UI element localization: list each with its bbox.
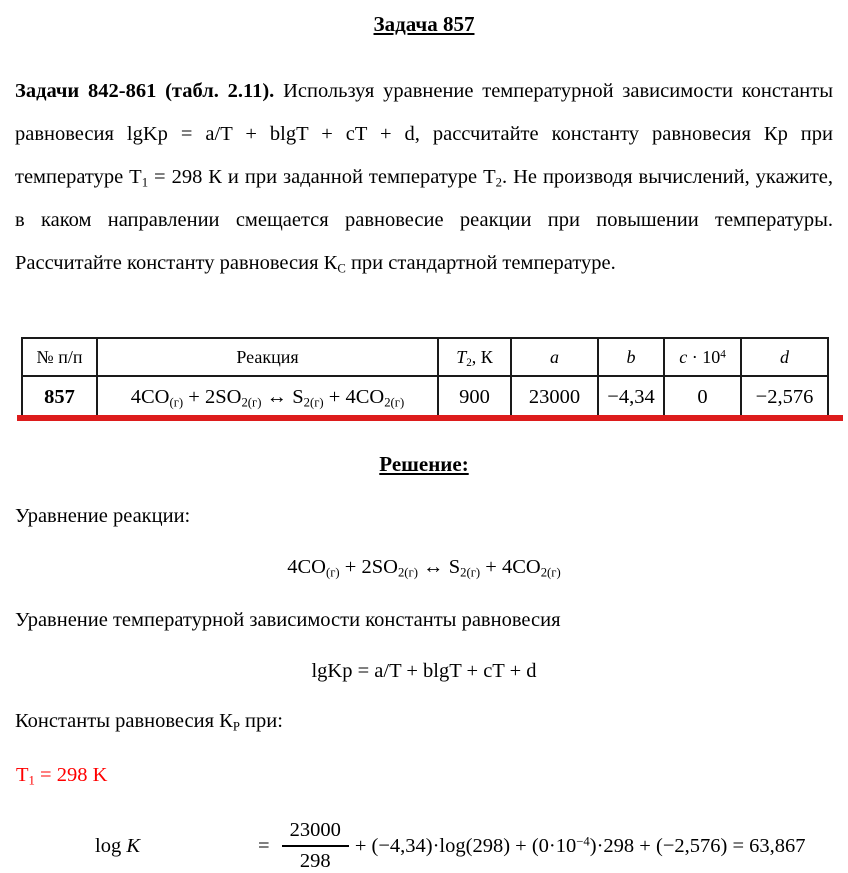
cell-a: 23000 <box>511 376 598 418</box>
reaction-equation-label: Уравнение реакции: <box>15 505 191 527</box>
temp-dependence-equation: lgKp = a/T + blgT + cT + d <box>311 660 537 682</box>
page-title: Задача 857 <box>373 12 475 36</box>
header-num: № п/п <box>22 338 97 376</box>
cell-b: −4,34 <box>598 376 664 418</box>
header-t2: $T_2$, К <box>438 338 511 376</box>
fraction-denominator: 298 <box>299 850 331 872</box>
formula-equals: = <box>258 834 270 857</box>
cell-reaction: $4CO_{(г)} + 2SO_{2(г)}$ ↔ $S_{2(г)} + 4CO_{2(г)}$ <box>97 376 438 418</box>
reaction-equation: $4CO_{(г)} + 2SO_{2(г)}$ ↔ $S_{2(г)} + 4CO_{2(г)}$ <box>287 556 561 580</box>
header-a: a <box>511 338 598 376</box>
kp298-formula <box>95 819 806 873</box>
t1-temperature-value: $Т_1 = 298$ K <box>16 764 108 788</box>
table-header-row <box>22 338 828 376</box>
temp-dependence-label: Уравнение температурной зависимости константы равновесия <box>15 609 561 631</box>
formula-fraction <box>282 819 349 873</box>
header-b: b <box>598 338 664 376</box>
problem-statement: Задачи 842-861 (табл. 2.11). Используя уравнение температурной зависимости константы равновесия lgKp = a/T + blgT + cT + d, рассчитайте константу равновесия Кр при температуре $Т_1 = 298$ К и при заданной температуре $Т_2$. Не производя вычислений, укажите, в каком направлении смещается равновесие реакции при повышении температуры. Рассчитайте константу равновесия $К_С$ при стандартной температуре. <box>15 80 833 276</box>
formula-lhs: log K <box>95 834 141 857</box>
table-row <box>22 376 828 418</box>
header-reaction: Реакция <box>97 338 438 376</box>
header-d: d <box>741 338 828 376</box>
cell-t2: 900 <box>438 376 511 418</box>
cell-d: −2,576 <box>741 376 828 418</box>
conditions-table <box>21 337 829 419</box>
cell-c: 0 <box>664 376 741 418</box>
kp-constants-label: Константы равновесия $К_Р$ при: <box>15 710 283 734</box>
solution-heading: Решение: <box>379 452 469 476</box>
formula-rhs: + $(-4,34)\cdot\log(298) + (0\cdot 10^{-4})\cdot 298 + (-2,576) = 63,867$ <box>354 834 806 857</box>
header-c: $c \cdot 10^4$ <box>664 338 741 376</box>
red-divider <box>17 415 843 421</box>
fraction-numerator: 23000 <box>282 819 349 847</box>
cell-problem-number: 857 <box>22 376 97 418</box>
